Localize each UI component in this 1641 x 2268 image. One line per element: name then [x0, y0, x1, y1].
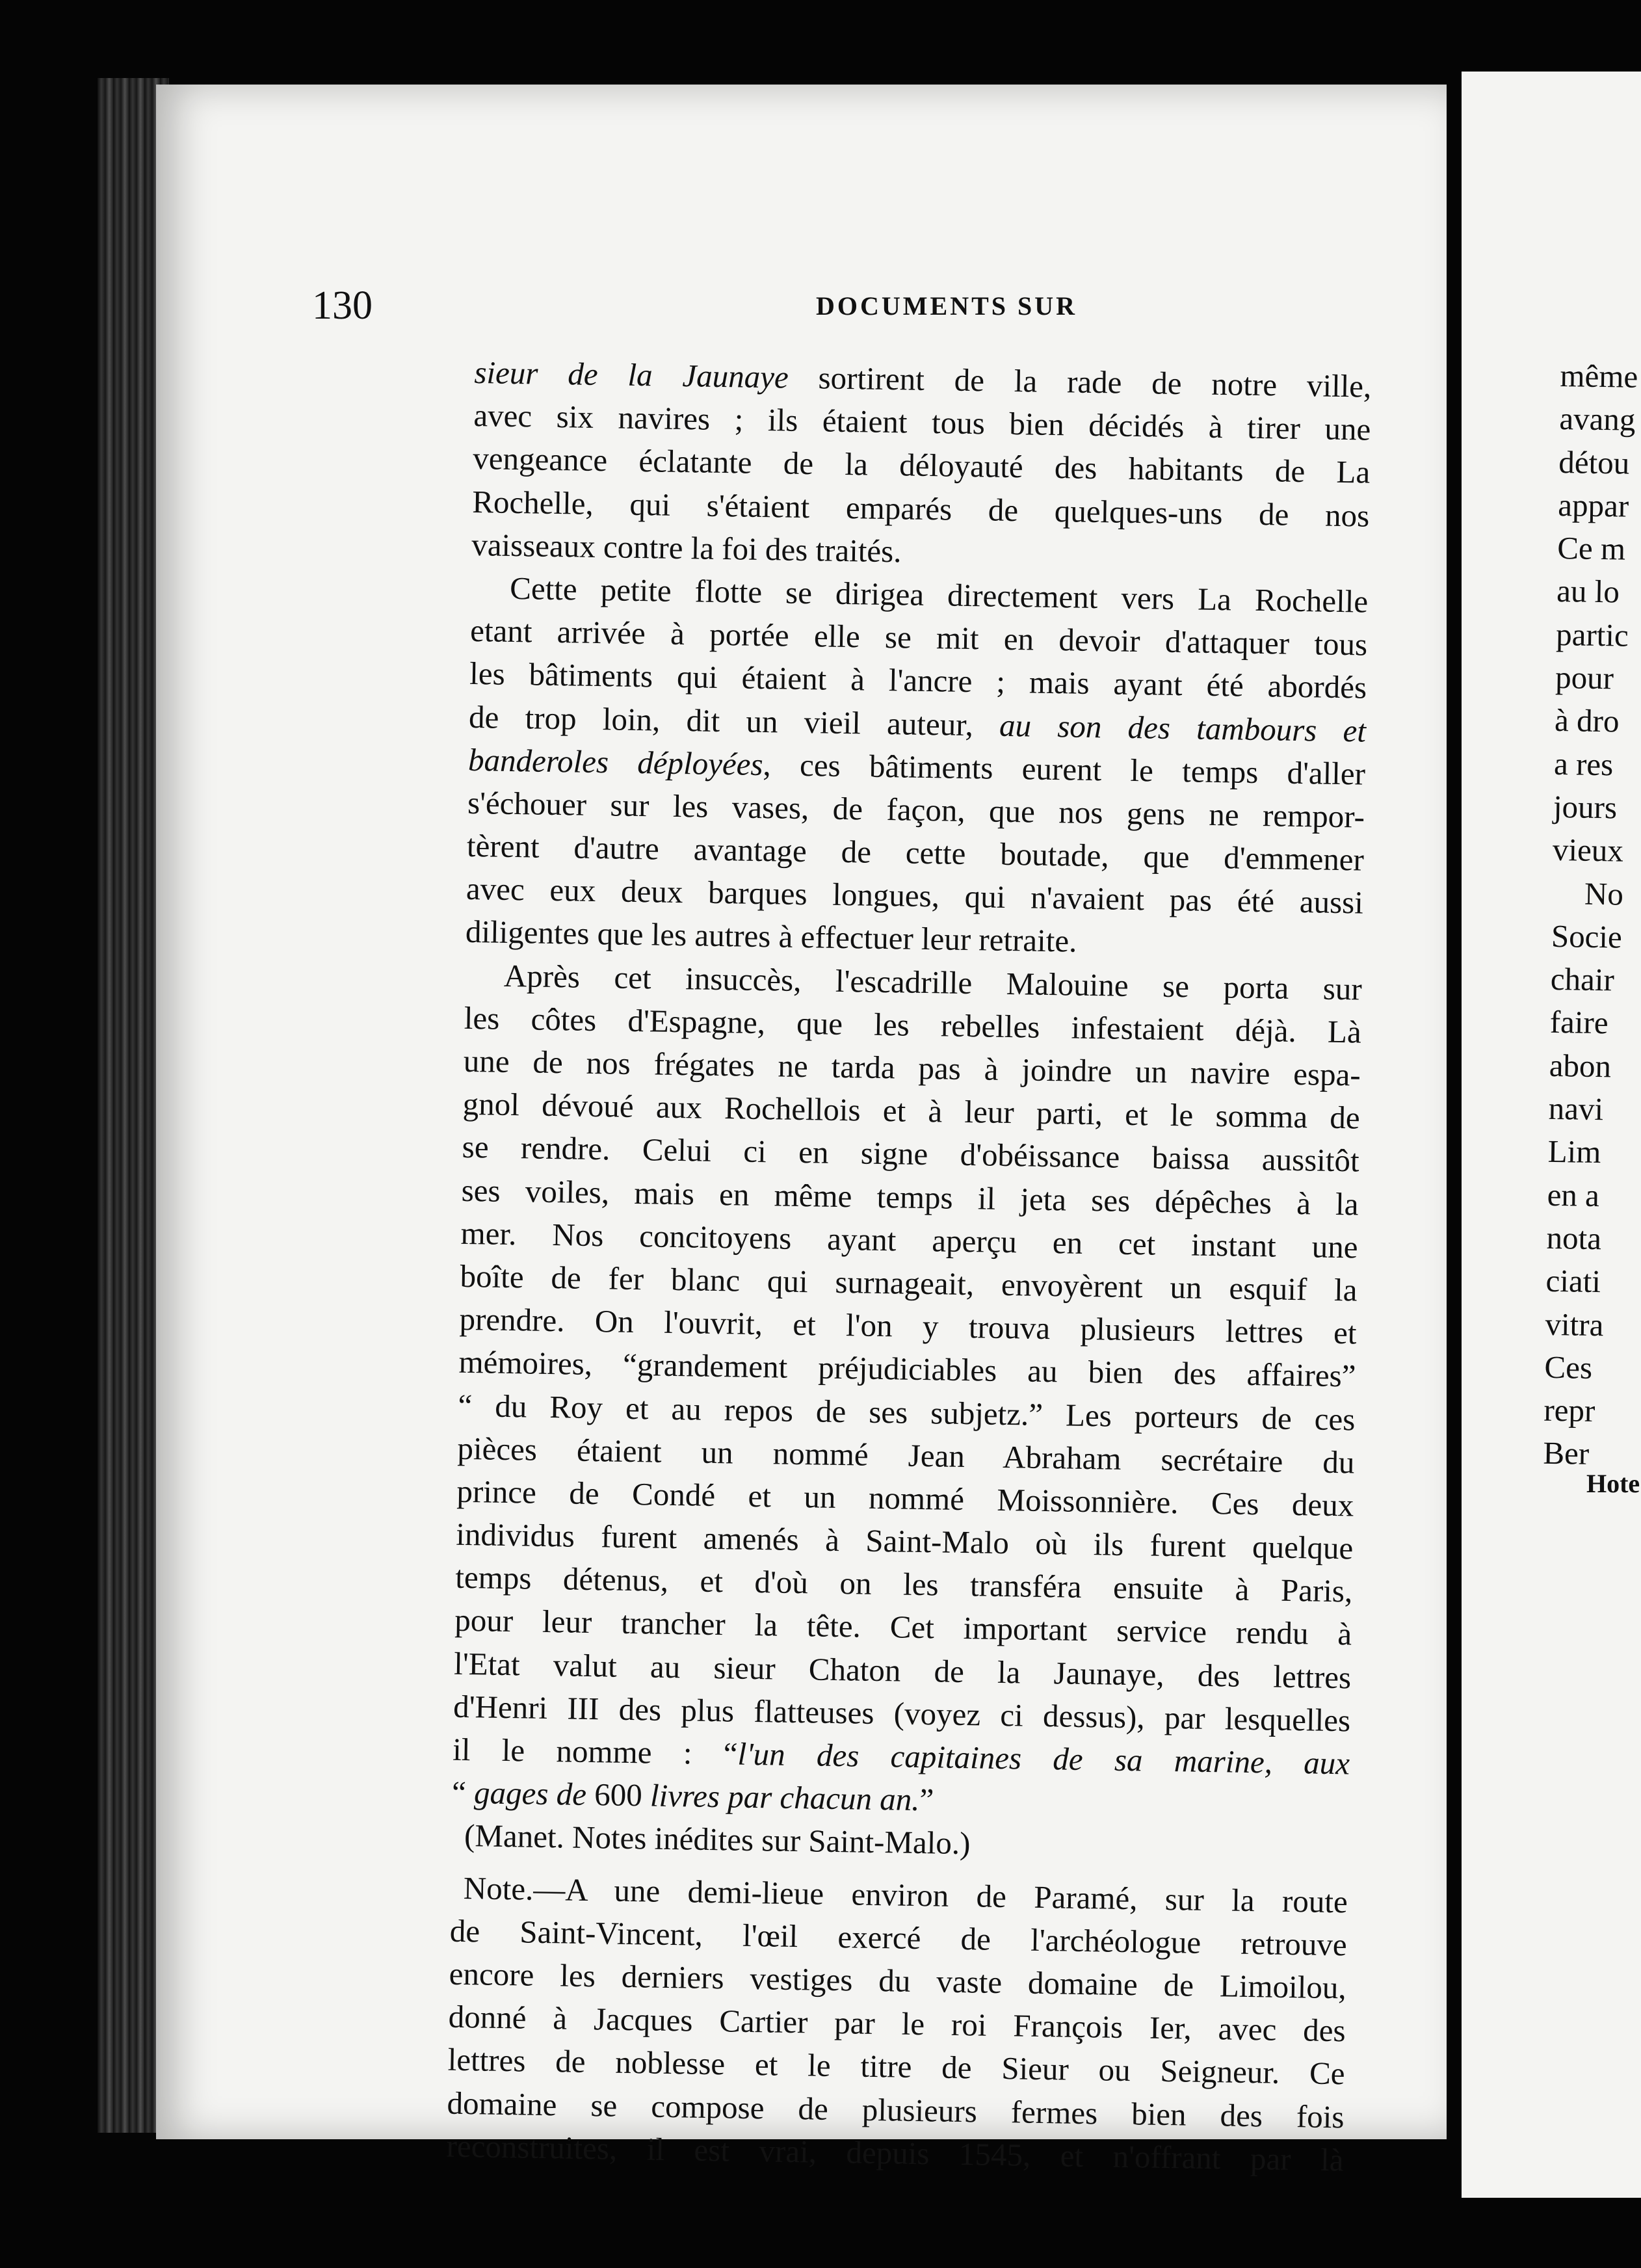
text-line: de trop loin, dit un vieil auteur, au son des tambours et: [468, 698, 1367, 749]
text-line: de Saint-Vincent, l'œil exercé de l'archéologue retrouve: [449, 1912, 1348, 1963]
right-page-note-label: Hote: [1586, 1469, 1640, 1498]
text-line: gnol dévoué aux Rochellois et à leur parti, et le somma de: [462, 1086, 1361, 1136]
italic-quote: livres par chacun an.: [650, 1777, 920, 1818]
source-citation: (Manet. Notes inédites sur Saint-Malo.): [464, 1817, 971, 1862]
right-text-line: vieux: [1552, 832, 1624, 869]
right-text-line: pour: [1555, 659, 1614, 696]
text-line: tèrent d'autre avantage de cette boutade, que d'emmener: [466, 827, 1365, 878]
right-text-line: abon: [1549, 1047, 1612, 1085]
italic-quote: l'un des capitaines de sa marine, aux: [737, 1735, 1350, 1782]
text-line: ses voiles, mais en même temps il jeta ses dépêches à la: [461, 1172, 1359, 1222]
italic-name: sieur de la Jaunaye: [474, 354, 789, 395]
right-text-line: vitra: [1545, 1306, 1604, 1343]
right-text-line: Socie: [1551, 917, 1623, 955]
italic-quote: banderoles déployées: [467, 741, 763, 782]
italic-quote: au son des tambours et: [999, 707, 1367, 749]
text-line: domaine se compose de plusieurs fermes bien des fois: [447, 2085, 1345, 2135]
right-text-line: ciati: [1545, 1263, 1601, 1300]
text-line: mer. Nos concitoyens ayant aperçu en cet instant une: [460, 1215, 1358, 1265]
right-text-line: appar: [1557, 486, 1629, 524]
paragraph-start: Cette petite flotte se dirigea directement vers La Rochelle: [509, 570, 1369, 620]
right-text-line: nota: [1546, 1219, 1602, 1257]
right-text-line: détou: [1558, 443, 1630, 481]
text-line: lettres de noblesse et le titre de Sieur ou Seigneur. Ce: [447, 2041, 1345, 2092]
italic-quote: gages de: [473, 1774, 587, 1813]
text-line: avec six navires ; ils étaient tous bien décidés à tirer une: [473, 397, 1371, 447]
right-text-line: Lim: [1547, 1133, 1601, 1170]
text-line: banderoles déployées, ces bâtiments eurent le temps d'aller: [467, 741, 1366, 792]
text-line: les côtes d'Espagne, que les rebelles infestaient déjà. Là: [464, 999, 1362, 1050]
text-line: avec eux deux barques longues, qui n'avaient pas été aussi: [466, 871, 1364, 921]
text-line: “ du Roy et au repos de ses subjetz.” Les porteurs de ces: [458, 1387, 1356, 1437]
running-head: DOCUMENTS SUR: [816, 291, 1078, 321]
text-line: mémoires, “grandement préjudiciables au bien des affaires”: [458, 1344, 1356, 1394]
text-line: boîte de fer blanc qui surnageait, envoyèrent un esquif la: [460, 1258, 1358, 1308]
text-line: vengeance éclatante de la déloyauté des habitants de La: [472, 440, 1371, 491]
text-line: diligentes que les autres à effectuer leur retraite.: [465, 914, 1077, 960]
right-text-line: Ces: [1544, 1349, 1593, 1386]
text-line: pièces étaient un nommé Jean Abraham secrétaire du: [457, 1430, 1355, 1481]
text-line: se rendre. Celui ci en signe d'obéissance baissa aussitôt: [462, 1129, 1360, 1179]
note-paragraph-start: Note.—A une demi-lieue environ de Paramé, sur la route: [463, 1869, 1348, 1919]
text-line: l'Etat valut au sieur Chaton de la Jaunaye, des lettres: [453, 1645, 1352, 1696]
text-line: encore les derniers vestiges du vaste domaine de Limoilou,: [449, 1955, 1347, 2006]
right-text-line: Ber: [1543, 1435, 1590, 1472]
right-text-line: Ce m: [1556, 530, 1626, 567]
page-header: [312, 283, 1417, 335]
right-text-line: chair: [1550, 961, 1615, 998]
text-line: il le nomme : “l'un des capitaines de sa marine, aux: [452, 1731, 1350, 1782]
right-text-line: No: [1584, 875, 1624, 912]
right-text-line: a res: [1553, 745, 1614, 783]
right-text-line: en a: [1547, 1176, 1600, 1213]
right-text-line: partic: [1555, 616, 1629, 653]
page-number: 130: [312, 284, 373, 328]
text-line: Rochelle, qui s'étaient emparés de quelques-uns de nos: [471, 483, 1370, 534]
right-text-line: avang: [1559, 401, 1636, 438]
text-line-1: sieur de la Jaunaye sortirent de la rade de notre ville,: [474, 354, 1372, 404]
right-text-line: à dro: [1554, 702, 1620, 739]
text-line: etant arrivée à portée elle se mit en devoir d'attaquer tous: [469, 613, 1368, 663]
text-line: les bâtiments qui étaient à l'ancre ; mais ayant été abordés: [469, 655, 1367, 705]
right-text-line: repr: [1543, 1391, 1595, 1429]
right-text-line: navi: [1548, 1090, 1604, 1127]
text-line: prendre. On l'ouvrit, et l'on y trouva plusieurs lettres et: [459, 1300, 1357, 1351]
paragraph-start: Après cet insuccès, l'escadrille Malouine se porta sur: [503, 957, 1363, 1007]
text-line: donné à Jacques Cartier par le roi François Ier, avec des: [448, 1998, 1346, 2049]
text-line: temps détenus, et d'où on les transféra ensuite à Paris,: [454, 1559, 1353, 1609]
right-text-line: jours: [1553, 788, 1618, 826]
text-line: reconstruites, il est vrai, depuis 1545, et n'offrant par là: [446, 2128, 1344, 2178]
text-line: individus furent amenés à Saint-Malo où ils furent quelque: [455, 1516, 1354, 1566]
text-line: “ gages de 600 livres par chacun an.”: [451, 1774, 934, 1818]
right-text-line: au lo: [1556, 573, 1620, 610]
text-line: d'Henri III des plus flatteuses (voyez ci dessus), par lesquelles: [453, 1688, 1351, 1739]
text-line: prince de Condé et un nommé Moissonnière. Ces deux: [456, 1473, 1354, 1523]
body-text: [446, 351, 1372, 2182]
text-line: vaisseaux contre la foi des traités.: [471, 526, 902, 570]
right-text-line: faire: [1549, 1004, 1609, 1041]
right-text-line: même: [1560, 357, 1638, 395]
text-line: pour leur trancher la tête. Cet important service rendu à: [454, 1602, 1352, 1652]
text-line: une de nos frégates ne tarda pas à joindre un navire espa-: [463, 1042, 1361, 1093]
text-line: s'échouer sur les vases, de façon, que nos gens ne rempor-: [467, 784, 1365, 835]
